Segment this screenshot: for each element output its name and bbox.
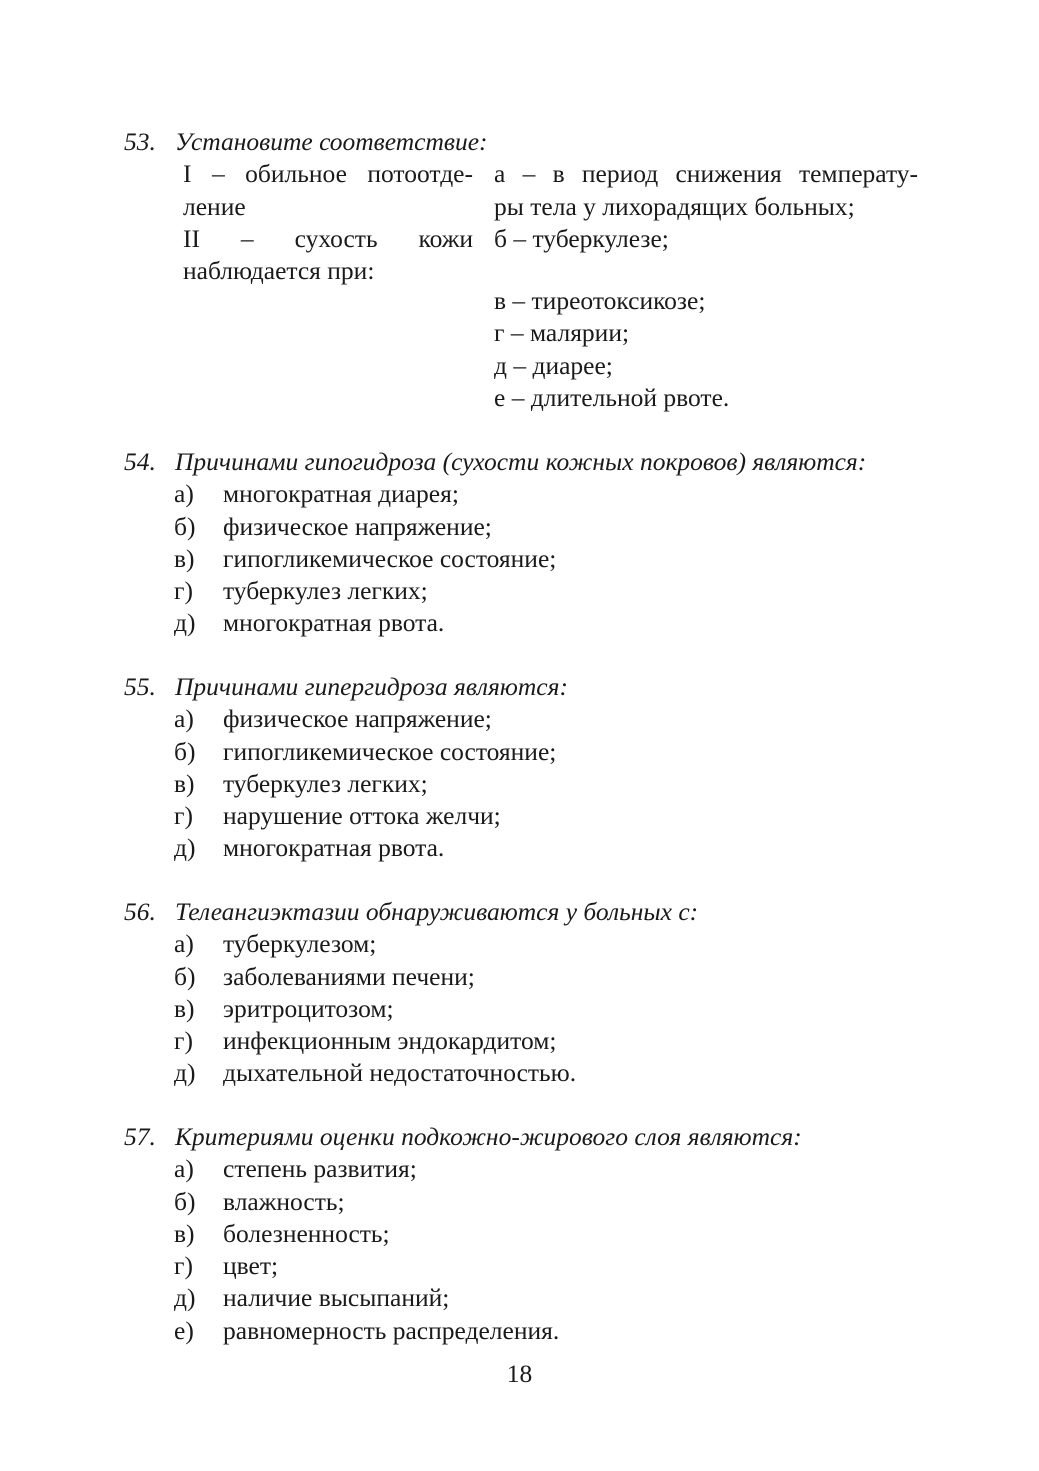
question-title [124,671,924,703]
answer-option [124,1250,924,1282]
question-title [124,446,924,478]
question-number: 56. [124,897,156,926]
answer-option [124,1282,924,1314]
option-letter: д) [174,1283,196,1313]
option-text: эритроцитозом; [223,993,394,1023]
right-item: г – малярии; [494,318,630,348]
question-number: 54. [124,447,156,476]
option-text: физическое напряжение; [223,704,492,734]
matching-table [124,158,924,418]
answer-option [124,1218,924,1250]
answer-option [124,1186,924,1218]
option-letter: в) [174,768,195,798]
option-text: заболеваниями печени; [223,961,475,991]
answer-option [124,543,924,575]
answer-option [124,928,924,960]
option-letter: в) [174,993,195,1023]
question-number: 55. [124,672,156,701]
left-item: наблюдается при: [183,256,375,286]
right-item: б – туберкулезе; [494,223,669,253]
option-letter: а) [174,479,194,509]
option-letter: в) [174,543,195,573]
option-letter: б) [174,1186,196,1216]
question-number: 53. [124,127,156,156]
option-letter: г) [174,801,193,831]
option-letter: е) [174,1315,194,1345]
option-letter: г) [174,1251,193,1281]
option-letter: д) [174,833,196,863]
right-item: в – тиреотоксикозе; [494,286,706,316]
question-53 [124,126,924,418]
question-text: Критериями оценки подкожно-жирового слоя являются: [175,1122,802,1151]
option-letter: б) [174,736,196,766]
option-text: дыхательной недостаточностью. [223,1058,577,1088]
answer-option [124,703,924,735]
option-letter: а) [174,1154,194,1184]
option-text: гипогликемическое состояние; [223,543,557,573]
question-56 [124,896,924,1090]
answer-option [124,832,924,864]
left-item: ление [183,191,246,221]
option-text: влажность; [223,1186,345,1216]
question-57 [124,1121,924,1347]
right-item: е – длительной рвоте. [494,383,730,413]
question-title [124,896,924,928]
answer-option [124,1315,924,1347]
matching-right-column [494,158,918,414]
option-letter: д) [174,608,196,638]
option-text: равномерность распределения. [223,1315,560,1345]
answer-option [124,1153,924,1185]
option-text: многократная рвота. [223,833,445,863]
option-text: гипогликемическое состояние; [223,736,557,766]
answer-option [124,607,924,639]
option-text: многократная диарея; [223,479,459,509]
right-item: д – диарее; [494,350,613,380]
option-text: физическое напряжение; [223,511,492,541]
answer-option [124,736,924,768]
question-text: Установите соответствие: [175,127,488,156]
option-letter: г) [174,576,193,606]
option-letter: д) [174,1058,196,1088]
option-text: наличие высыпаний; [223,1283,450,1313]
question-text: Причинами гипогидроза (сухости кожных покровов) являются: [175,447,867,476]
answer-option [124,575,924,607]
option-letter: б) [174,511,196,541]
answer-option [124,961,924,993]
option-letter: б) [174,961,196,991]
answer-option [124,511,924,543]
option-text: многократная рвота. [223,608,445,638]
question-55 [124,671,924,865]
option-letter: г) [174,1026,193,1056]
left-item: I – обильное потоотде- [183,159,473,189]
question-title [124,1121,924,1153]
option-text: туберкулезом; [223,929,377,959]
answer-option [124,1057,924,1089]
option-text: цвет; [223,1251,279,1281]
right-item: а – в период снижения температу- [494,159,918,189]
question-54 [124,446,924,640]
answer-option [124,993,924,1025]
right-item: ры тела у лихорадящих больных; [494,191,855,221]
answer-option [124,478,924,510]
option-letter: в) [174,1218,195,1248]
option-letter: а) [174,704,194,734]
answer-option [124,1025,924,1057]
answer-option [124,800,924,832]
option-letter: а) [174,929,194,959]
option-text: инфекционным эндокардитом; [223,1026,557,1056]
option-text: туберкулез легких; [223,768,428,798]
question-text: Причинами гипергидроза являются: [175,672,568,701]
option-text: степень развития; [223,1154,417,1184]
question-text: Телеангиэктазии обнаруживаются у больных с: [175,897,699,926]
spacer [494,255,918,285]
option-text: нарушение оттока желчи; [223,801,501,831]
question-title [124,126,924,158]
left-item: II – сухость кожи [183,223,473,253]
option-text: болезненность; [223,1218,390,1248]
question-number: 57. [124,1122,156,1151]
page-number: 18 [506,1359,533,1388]
answer-option [124,768,924,800]
matching-left-column [183,158,473,287]
option-text: туберкулез легких; [223,576,428,606]
